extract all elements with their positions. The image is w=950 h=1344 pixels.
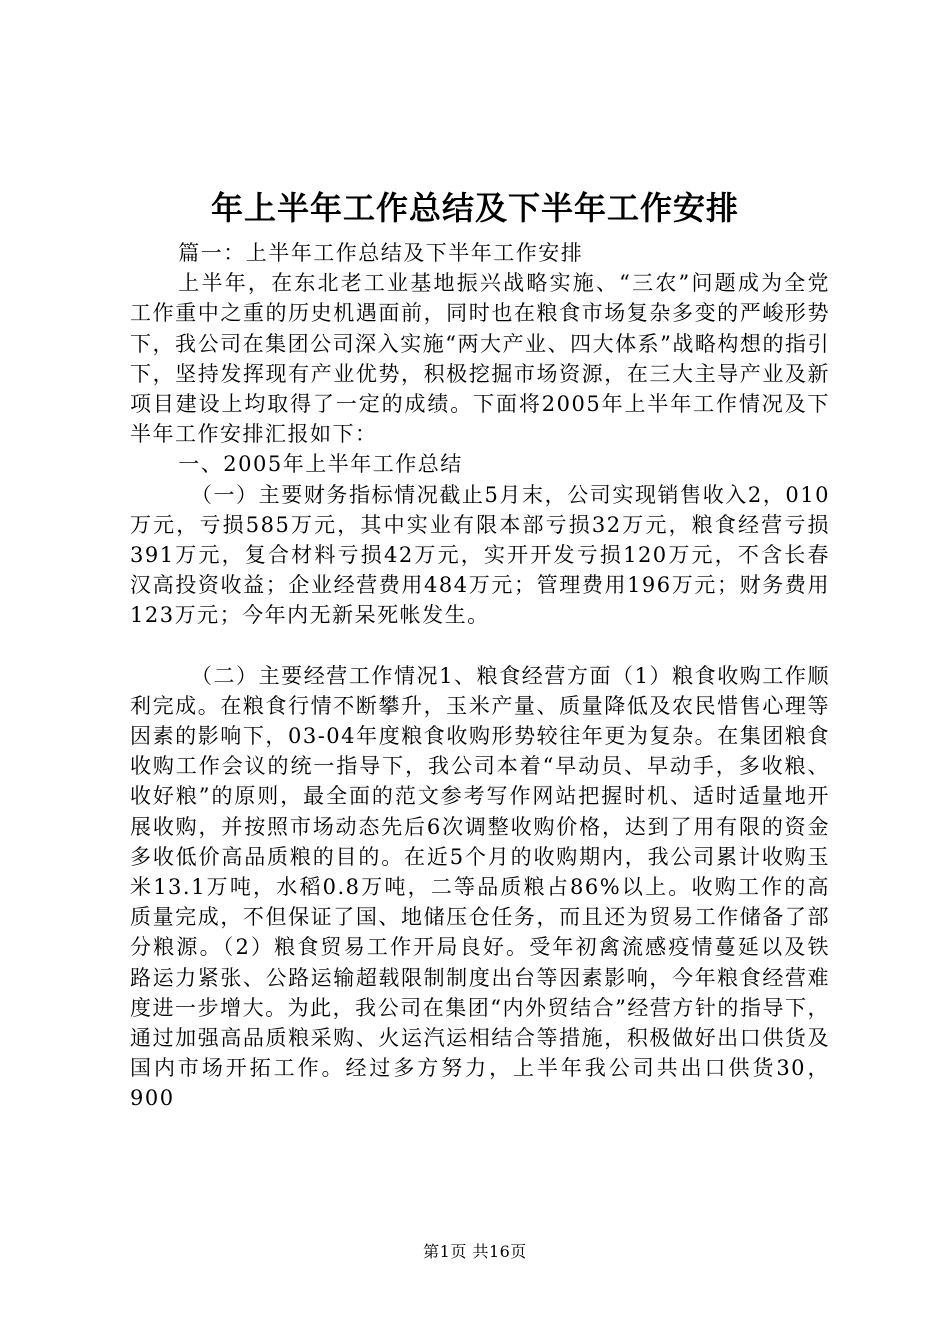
page-footer: 第1页 共16页 xyxy=(423,1242,527,1261)
financial-indicators-paragraph: （一）主要财务指标情况截止5月末，公司实现销售收入2，010万元，亏损585万元，其中实业有限本部亏损32万元，粮食经营亏损391万元，复合材料亏损42万元，实开开发亏损120万元，不含长春汉高投资收益；企业经营费用484万元；管理费用196万元；财务费用123万元；今年内无新呆死帐发生。 xyxy=(130,482,830,628)
intro-paragraph: 上半年，在东北老工业基地振兴战略实施、“三农”问题成为全党工作重中之重的历史机遇面前，同时也在粮食市场复杂多变的严峻形势下，我公司在集团公司深入实施“两大产业、四大体系”战略构想的指引下，坚持发挥现有产业优势，积极挖掘市场资源，在三大主导产业及新项目建设上均取得了一定的成绩。下面将2005年上半年工作情况及下半年工作安排汇报如下： xyxy=(130,271,830,447)
operations-paragraph: （二）主要经营工作情况1、粮食经营方面（1）粮食收购工作顺利完成。在粮食行情不断攀升，玉米产量、质量降低及农民惜售心理等因素的影响下，03-04年度粮食收购形势较往年更为复杂。在集团粮食收购工作会议的统一指导下，我公司本着“早动员、早动手，多收粮、收好粮”的原则，最全面的范文参考写作网站把握时机、适时适量地开展收购，并按照市场动态先后6次调整收购价格，达到了用有限的资金多收低价高品质粮的目的。在近5个月的收购期内，我公司累计收购玉米13.1万吨，水稻0.8万吨，二等品质粮占86%以上。收购工作的高质量完成，不但保证了国、地储压仓任务，而且还为贸易工作储备了部分粮源。（2）粮食贸易工作开局良好。受年初禽流感疫情蔓延以及铁路运力紧张、公路运输超载限制制度出台等因素影响，今年粮食经营难度进一步增大。为此，我公司在集团“内外贸结合”经营方针的指导下，通过加强高品质粮采购、火运汽运相结合等措施，积极做好出口供货及国内市场开拓工作。经过多方努力，上半年我公司共出口供货30，900 xyxy=(130,663,830,1111)
section-heading-part-one: 篇一：上半年工作总结及下半年工作安排 xyxy=(178,241,584,265)
document-title: 年上半年工作总结及下半年工作安排 xyxy=(210,189,739,227)
document-body xyxy=(130,238,830,1114)
section-heading-summary: 一、2005年上半年工作总结 xyxy=(178,452,463,477)
